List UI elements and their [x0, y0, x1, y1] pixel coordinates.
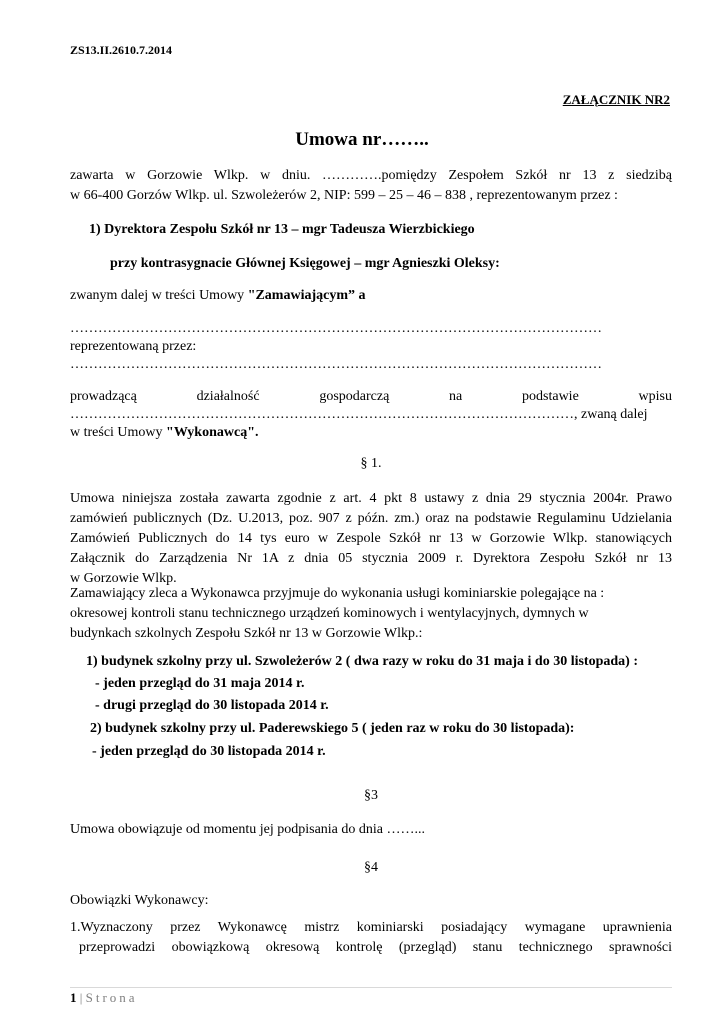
section-1-line-2: zamówień publicznych (Dz. U.2013, poz. 907 z późn. zm.) oraz na podstawie Regulaminu Udzielania [70, 511, 672, 526]
zamawiajacy-prefix: zwanym dalej w treści Umowy [70, 288, 248, 303]
prowadzaca-line-2: ………………………………………………………………………………………………, zwaną dalej [70, 407, 648, 422]
section-3-heading: §3 [364, 788, 378, 803]
word: podstawie [522, 389, 579, 404]
document-reference: ZS13.II.2610.7.2014 [70, 43, 173, 57]
contractor-name-blank: …………………………………………………………………………………………………… [70, 321, 602, 336]
zamawiajacy-line [70, 288, 366, 304]
prowadzaca-line-1 [70, 389, 672, 405]
building-1-inspection-2: - drugi przegląd do 30 listopada 2014 r. [95, 698, 329, 713]
word: wpisu [638, 389, 672, 404]
prowadzaca-line-3 [70, 425, 258, 441]
section-4-heading: §4 [364, 860, 378, 875]
section-1-line-5: w Gorzowie Wlkp. [70, 571, 177, 586]
representative-director: 1) Dyrektora Zespołu Szkół nr 13 – mgr Tadeusza Wierzbickiego [89, 222, 475, 237]
page-number: 1 [70, 990, 77, 1005]
zamawiajacy-name: "Zamawiającym” a [247, 288, 366, 303]
section-3-text: Umowa obowiązuje od momentu jej podpisania do dnia ……... [70, 822, 425, 837]
section-1-heading: § 1. [360, 456, 382, 471]
building-1-inspection-1: - jeden przegląd do 31 maja 2014 r. [95, 676, 305, 691]
section-4-title: Obowiązki Wykonawcy: [70, 893, 209, 908]
word: na [449, 389, 463, 404]
section-4-item-1-line-2: przeprowadzi obowiązkową okresową kontrolę (przegląd) stanu technicznego sprawności [79, 940, 672, 955]
intro-line-1: zawarta w Gorzowie Wlkp. w dniu. ………….pomiędzy Zespołem Szkół nr 13 z siedzibą [70, 168, 672, 183]
building-2: 2) budynek szkolny przy ul. Paderewskiego 5 ( jeden raz w roku do 30 listopada): [90, 721, 575, 736]
wykonawca-name: "Wykonawcą". [166, 425, 259, 440]
page-footer [70, 990, 138, 1006]
zlecenie-line-1: Zamawiający zleca a Wykonawca przyjmuje do wykonania usługi kominiarskie polegające na : [70, 586, 605, 601]
section-4-item-1-line-1: 1.Wyznaczony przez Wykonawcę mistrz kominiarski posiadający wymagane uprawnienia [70, 920, 672, 935]
word: gospodarczą [319, 389, 390, 404]
footer-divider [70, 987, 672, 988]
annex-label: ZAŁĄCZNIK NR2 [562, 92, 670, 107]
building-1: 1) budynek szkolny przy ul. Szwoleżerów 2 ( dwa razy w roku do 31 maja i do 30 listopada) : [86, 654, 638, 669]
footer-separator: | [79, 990, 83, 1005]
footer-page-label: Strona [85, 990, 138, 1005]
building-2-inspection-1: - jeden przegląd do 30 listopada 2014 r. [92, 744, 326, 759]
wykonawca-prefix: w treści Umowy [70, 425, 167, 440]
representative-blank: …………………………………………………………………………………………………… [70, 357, 602, 372]
reprezentowana-label: reprezentowaną przez: [70, 339, 197, 354]
section-1-line-1: Umowa niniejsza została zawarta zgodnie z art. 4 pkt 8 ustawy z dnia 29 stycznia 2004r. Prawo [70, 491, 672, 506]
representative-accountant: przy kontrasygnacie Głównej Księgowej – mgr Agnieszki Oleksy: [110, 256, 500, 271]
word: prowadzącą [70, 389, 137, 404]
contract-title: Umowa nr…….. [295, 129, 429, 150]
section-1-line-3: Zamówień Publicznych do 14 tys euro w Zespole Szkół nr 13 w Gorzowie Wlkp. stanowiących [70, 531, 672, 546]
zlecenie-line-3: budynkach szkolnych Zespołu Szkół nr 13 w Gorzowie Wlkp.: [70, 626, 423, 641]
word: działalność [196, 389, 260, 404]
intro-line-2: w 66-400 Gorzów Wlkp. ul. Szwoleżerów 2, NIP: 599 – 25 – 46 – 838 , reprezentowanym przez : [70, 188, 618, 203]
zlecenie-line-2: okresowej kontroli stanu technicznego urządzeń kominowych i wentylacyjnych, dymnych w [70, 606, 589, 621]
section-1-line-4: Załącznik do Zarządzenia Nr 1A z dnia 05 stycznia 2009 r. Dyrektora Zespołu Szkół nr 13 [70, 551, 672, 566]
